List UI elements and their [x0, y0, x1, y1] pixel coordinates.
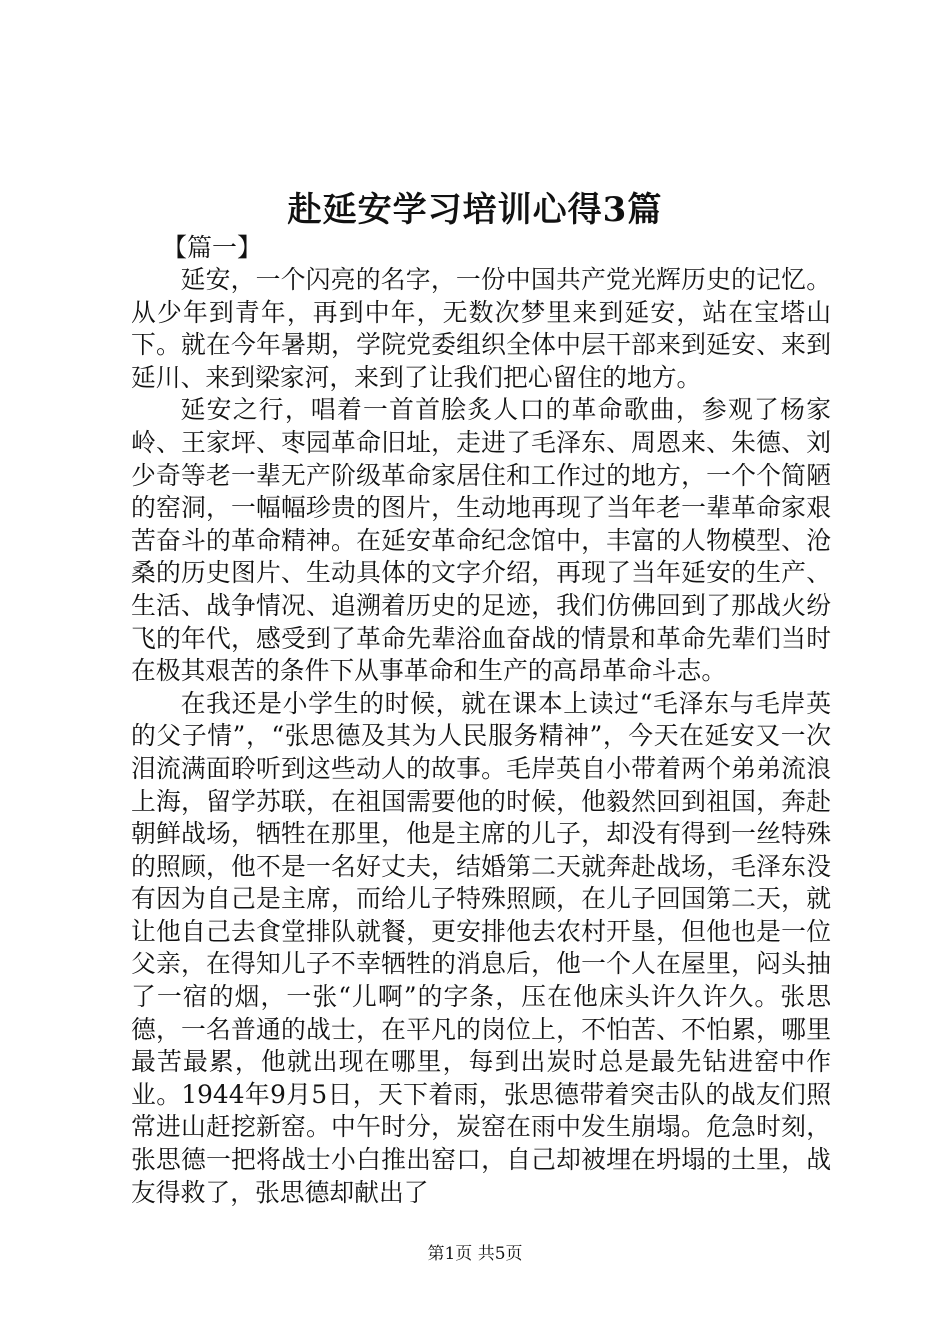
section-label: 【篇一】	[162, 233, 263, 262]
document-body	[131, 264, 831, 1209]
document-title: 赴延安学习培训心得3篇	[287, 190, 663, 230]
page-footer: 第1页 共5页	[427, 1244, 523, 1264]
paragraph: 延安之行，唱着一首首脍炙人口的革命歌曲，参观了杨家岭、王家坪、枣园革命旧址，走进了毛泽东、周恩来、朱德、刘少奇等老一辈无产阶级革命家居住和工作过的地方，一个个简陋的窑洞，一幅幅珍贵的图片，生动地再现了当年老一辈革命家艰苦奋斗的革命精神。在延安革命纪念馆中，丰富的人物模型、沧桑的历史图片、生动具体的文字介绍，再现了当年延安的生产、生活、战争情况、追溯着历史的足迹，我们仿佛回到了那战火纷飞的年代，感受到了革命先辈浴血奋战的情景和革命先辈们当时在极其艰苦的条件下从事革命和生产的高昂革命斗志。	[131, 395, 831, 686]
paragraph: 在我还是小学生的时候，就在课本上读过“毛泽东与毛岸英的父子情”，“张思德及其为人民服务精神”，今天在延安又一次泪流满面聆听到这些动人的故事。毛岸英自小带着两个弟弟流浪上海，留学苏联，在祖国需要他的时候，他毅然回到祖国，奔赴朝鲜战场，牺牲在那里，他是主席的儿子，却没有得到一丝特殊的照顾，他不是一名好丈夫，结婚第二天就奔赴战场，毛泽东没有因为自己是主席，而给儿子特殊照顾，在儿子回国第二天，就让他自己去食堂排队就餐，更安排他去农村开垦，但他也是一位父亲，在得知儿子不幸牺牲的消息后，他一个人在屋里，闷头抽了一宿的烟，一张“儿啊”的字条，压在他床头许久许久。张思德，一名普通的战士，在平凡的岗位上，不怕苦、不怕累，哪里最苦最累，他就出现在哪里，每到出炭时总是最先钻进窑中作业。1944年9月5日，天下着雨，张思德带着突击队的战友们照常进山赶挖新窑。中午时分，炭窑在雨中发生崩塌。危急时刻，张思德一把将战士小白推出窑口，自己却被埋在坍塌的土里，战友得救了，张思德却献出了	[131, 688, 831, 1207]
paragraph: 延安，一个闪亮的名字，一份中国共产党光辉历史的记忆。从少年到青年，再到中年，无数次梦里来到延安，站在宝塔山下。就在今年暑期，学院党委组织全体中层干部来到延安、来到延川、来到梁家河，来到了让我们把心留住的地方。	[131, 265, 831, 392]
